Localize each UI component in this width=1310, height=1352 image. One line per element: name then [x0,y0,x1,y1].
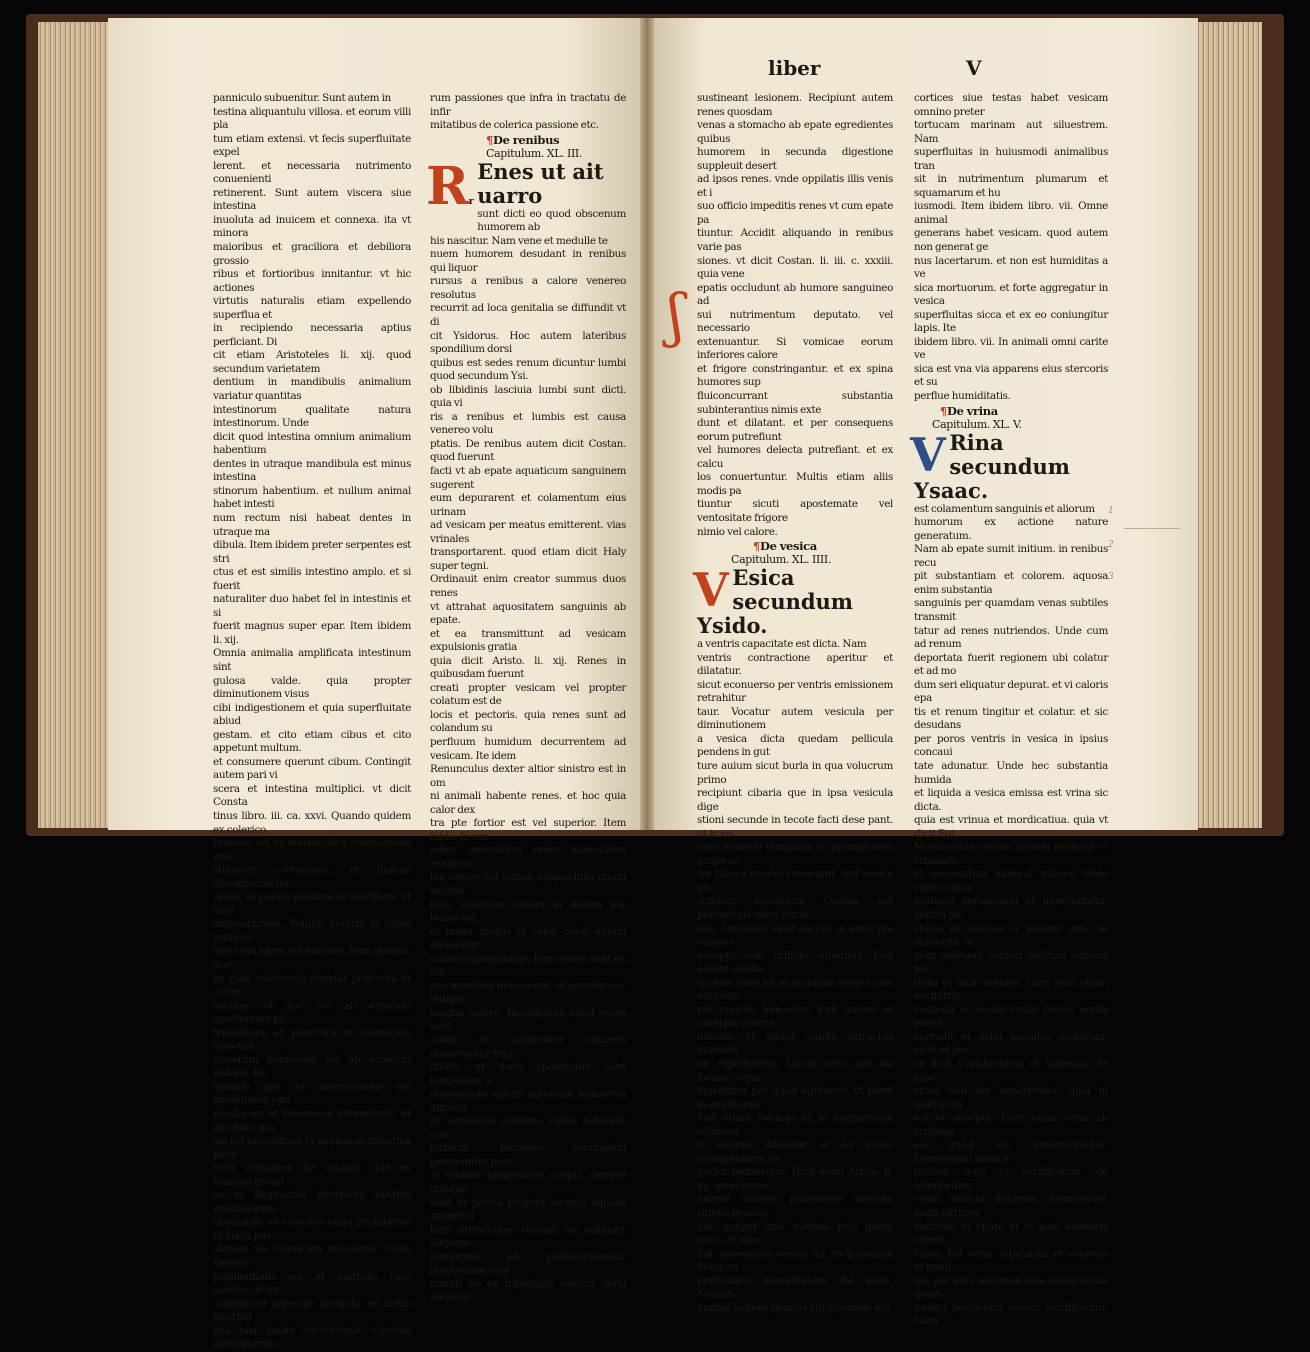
text-line: fuit necessaria vesica ad recipiendum huius su [697,1247,893,1274]
text-line: epatis occludunt ab humore sanguineo ad [697,281,893,308]
text-line: vt attrahat aquositatem sanguinis ab epate. [430,600,626,627]
text-line: Mordicatiua virtute vrinam desiccat vt vrinando [914,841,1108,867]
text-line: num rectum nisi habeat dentes in utraque ma [213,511,411,538]
text-line: et frigore constringantur. et ex spina humores sup [697,362,893,389]
text-line: ingreditur per quod egreditur. vt patet in anathomia [697,1085,893,1111]
text-line: tis et renum tingitur et colatur. et sic desudans [914,705,1108,732]
text-line: creati propter vesicam vel propter colatum est de [430,681,626,708]
text-line: sionem vel colericam inducente. Unde morbus [213,1243,411,1270]
text-line: perfluitatis humiditatem. Ite ibide. Nullum [697,1274,893,1301]
text-line: so et flegmatico inferiores meatus intestinorum [213,1189,411,1215]
text-line: nt. sanguinis colatum. virtus naturalis con [430,1115,626,1141]
text-line: excepto solo orificio superiori. Fuit autem substa [697,949,893,976]
heading-de-vesica [697,539,893,553]
text-line: nus lacertarum. et non est humiditas a ve [914,254,1108,281]
text-line: Ordinauit enim creator summus duos renes [430,573,626,599]
text-line: Nam ab epate sumit initium. in renibus recu [914,543,1108,569]
text-line: mitatibus de colerica passione etc. [430,119,599,132]
text-line: teriora. quia vt certificemur de interioribus [914,1166,1108,1192]
text-line: ad vesicam per meatus emitterent. vias vrinales [430,519,626,545]
paragraph-mark-icon: ¶ [486,132,493,147]
text-line: naturaliter duo habet fel in intestinis et si [213,593,411,619]
text-line: dentium in mandibulis animalium variatur quantitas [213,376,411,403]
text-line: gulosa valde. quia propter diminutionem visus [213,674,411,701]
text-line: quando que ex interclusione vel inuolutione pan [213,1080,411,1107]
text-line: sica mortuorum. et forte aggregatur in vesica [914,281,1108,308]
text-line: sicut econuerso per ventris emissionem retrahitur [697,678,893,705]
left-page-edges [38,22,110,828]
text-line: ctus et est similis intestino amplo. et si fuerit [213,566,411,592]
chapter-label: Capitulum. XL. III. [486,146,583,160]
initial-letter-v-blue: V [910,427,946,482]
text-line: ribus. Est vrina substantia et colorem et mani [914,1247,1108,1274]
text-line: sunt dicti eo quod obscenum humorem ab [477,207,626,234]
handwritten-annotation [1124,492,1180,529]
column-3-top-text [697,92,893,539]
text-line: ne expelleretur. Unum vero sub illa forame vrina [697,1058,893,1084]
paragraph-mark-icon: ¶ [940,403,947,418]
column-2 [426,92,626,1304]
text-line: scabiem serpiginem et impetiginem. contra pu [914,895,1108,921]
text-line: perflue humiditatis. [914,390,1011,403]
text-line: pestilentialis est et mortalis raro sanatur. et su [213,1270,411,1297]
text-line: ribus et fortioribus innitantur. vt hic actiones [213,268,411,294]
text-line: tatur ad renes nutriendos. Unde cum ad renum [914,624,1108,651]
chapter-incipit: Enes ut ait uarro [477,158,604,208]
text-line: et ea transmittunt ad vesicam expulsionis gratia [430,627,626,654]
column-4-body [914,503,1108,1329]
text-line: naturale in epate et in aliis membris inferio [914,1220,1108,1247]
column-3 [693,92,893,1314]
text-line: stulas et vesicas si patient inde se abluerint. in [914,922,1108,949]
text-line: ad ipsos renes. vnde oppilatis illis venis et i [697,173,893,199]
text-line: extenuantur. Si vomicae eorum inferiores calore [697,335,893,362]
text-line: et liquida a vesica emissa est vrina sic dicta. [914,787,1108,813]
heading-text: De vesica [759,539,817,554]
text-line: tiuntur sicuti apostemate vel ventositate frigore [697,498,893,524]
text-line: eo quod est demonstratiua. Demonstrat enim in [914,1139,1108,1165]
text-line: pte cunctis lederetur. Fuit autem et omni pte clausa [697,1003,893,1030]
text-line: me per eius secumen siue subsistentia quam [914,1274,1108,1301]
text-line: trida et loca saniosa. Cum felle etiam accipitris [914,976,1108,1003]
paragraph-mark-icon: ¶ [753,539,760,554]
text-line: mis membris interiorum. et propter hoc indiget [430,979,626,1006]
text-line: superfluitas sicca et ex eo coniungitur lapis. Ite [914,308,1108,335]
text-line: inuoluta ad inuicem et connexa. ita vt minora [213,213,411,240]
text-line: tra futura esuriei reseruant. sed vesica pro [697,868,893,894]
text-line: Omnia animalia amplificata intestinum sint [213,647,411,673]
text-line: ti sanguis dilatetur. et ad ipsius susceptionem ca [697,1139,893,1165]
right-page-edges [1196,22,1262,828]
text-line: recipiunt cibaria que in ipsa vesicula dige [697,787,893,813]
text-line: stinorum corrodente. et fluxum dissenteriae du [213,864,411,890]
heading-text: De vrina [946,403,998,418]
text-line: niculorum et neruorum extendente. et ille dolor gra [213,1108,411,1134]
text-line: potu splenem confert multum vulnera pu [914,949,1108,976]
text-line: cibi indigestionem et quia superfluitate abiud [213,701,411,728]
text-line: si rotundi pinguedine coopti. carnosi quoque [430,1169,626,1196]
text-line: locis et pectoris. quia renes sunt ad colandum su [430,708,626,735]
chapter-incipit: Rina secundum Ysaac. [914,429,1071,503]
text-line: generans habet vesicam. quod autem non generat ge [914,227,1108,254]
text-line: quia est vrinua et mordicatiua. quia vt dicit Egi. [914,814,1108,840]
text-line: sunt et porosi propter facilius aquose superflui [430,1196,626,1223]
text-line: vrina non est abhorrenda. quia in multis vtil [914,1085,1108,1111]
text-line: animal habens plumas aut squamas aut [697,1301,891,1314]
text-line: nimio vel calore. [697,525,778,538]
text-line: vrine iudicio ducimur. Demonstrat enim virtutes [914,1193,1108,1220]
text-line: facti vt ab epate aquaticum sanguinem sugerent [430,465,626,491]
text-line: obturante. et stercora extra prohibente et iliaca pas [213,1216,411,1242]
text-line: retinerent. Sunt autem viscera siue intestina [213,186,411,213]
text-line: fuerit magnus super epar. Item ibidem li. xij. [213,620,411,646]
margin-note-1: 1 [1108,506,1114,516]
text-line: ditate. et dorsi spondilium sunt tempatum. a [430,1061,626,1087]
text-line: superfluitas in huiusmodi animalibus tran [914,146,1108,172]
text-line: per poros ventris in vesica in ipsius concaui [914,732,1108,759]
text-line: tate adunatur. Unde hec substantia humida [914,759,1108,786]
text-line: collirata et oculis caute liniuis multa panni [914,1003,1108,1030]
chapter-label: Capitulum. XL. V. [932,417,1022,431]
text-line: a ventris capacitate est dicta. Nam [697,638,867,651]
text-line: columni pinguedine. Item renes sunt de vlti [430,952,626,979]
text-line: quia dicit Aristo. li. xij. Renes in quibusdam fuerunt [430,654,626,681]
book-gutter [640,18,654,830]
text-line: fluiconcurrant substantia subinterantius nimis exte [697,390,893,416]
text-line: corrodit et delet maculas oculorum. sicut et pse [914,1030,1108,1057]
text-line: cortices siue testas habet vesicam omnino preter [914,92,1108,118]
text-line: ens nisi celeri succurratur. Ceteras intestinorum [213,1324,411,1351]
text-line: humorum ex actione nature generatum. [914,516,1108,542]
text-line: ris a renibus et lumbis est causa venereo volu [430,410,626,437]
text-line: trari videantur. Ite quando que ex humore grossi [213,1162,411,1188]
text-line: uis est interantum vt aliquando intestina pene [213,1135,411,1161]
text-line: lera cum nigra est mortale. Item quando que [213,945,411,971]
column-4-top-text [914,92,1108,404]
text-line: tia eius dura ne ac acumine vrine cuius est recte [697,976,893,1003]
heading-text: De renibus [492,132,560,147]
margin-note-3: 3 [1108,572,1114,582]
text-line: sui nutrimentum deputato. vel necessario [697,308,893,335]
text-line: sumitur secundum Costan. est panniculus duris rotun [697,895,893,921]
text-line: nuem humorem desudant in renibus qui liquor [430,248,626,274]
text-line: dus. concauus sicut saccus in omni pte clausus [697,922,893,949]
text-line: cit Ysidorus. Hoc autem lateribus spondilium dorsi [430,329,626,356]
text-line: ob libidinis lasciuia lumbi sunt dicti. quia vi [430,383,626,410]
text-line: sustineant lesionem. Recipiunt autem renes quosdam [697,92,893,118]
text-line: nibus animalibus renes habentibus renuncu [430,844,626,870]
text-line: scera et intestina multiplici. vt dicit Consta [213,782,411,809]
initial-letter-r: Rr [426,155,474,217]
text-line: et desiccatiua haberat natura. vnde valet contra [914,868,1108,894]
text-line: taur. Vocatur autem vesicula per diminutionem [697,705,893,732]
text-line: eum depurarent et colamentum eius urinam [430,492,626,518]
text-line: testina aliquantulu villosa. et eorum villi pla [213,105,411,132]
text-line: humorem in secunda digestione suppleuit desert [697,146,893,172]
text-line: virtutis naturalis etiam expellendo superflua et [213,295,411,321]
initial-letter-v: V [693,563,729,618]
text-line: ture auium sicut burla in qua volucrum primo [697,759,893,786]
text-line: ex ipsis visceribus interior punctura et vulne [213,972,411,999]
text-line: inferius vt liquor subito attractus inuoluta [697,1030,893,1057]
text-line: dentes in utraque mandibula est minus intestina [213,457,411,484]
column-4 [910,92,1108,1328]
text-line: ptatis. De renibus autem dicit Costan. quod fuerunt [430,437,626,464]
text-line: ratione. et hoc vel ab exteriori apostemate pu [213,999,411,1026]
text-line: pit substantiam et colorem. aquosa enim substantia [914,570,1108,596]
text-line: recurrit ad loca genitalia se diffundit vt di [430,302,626,329]
column-3-body [697,638,893,1315]
text-line: dum seri eliquatur depurat. et vi caloris epa [914,678,1108,705]
heading-de-vrina [914,404,1108,418]
text-line: tum etiam extensi. vt fecis superfluitate expel [213,132,411,159]
text-line: dicit quod intestina omnium animalium habentium [213,430,411,457]
text-line: medici postasium vocant certificamur. Nam [914,1301,1108,1328]
text-line: talis. quoniam natura in dextra pte leuior est [430,898,626,925]
text-line: deportata fuerit regionem ubi colatur et ad mo [914,651,1108,678]
text-line: amphorismus. Solutio ventris in cuius initio co [213,918,411,944]
text-line: Fuit etiam rotunda vt in augmentum colamen [697,1112,893,1138]
text-line: siones. vt dicit Costan. li. iii. c. xxxiii. quia vene [697,254,893,281]
text-line: sit in nutrimentum plumarum et squamarum et hu [914,173,1108,199]
text-line: transportarent. quod etiam dicit Haly super tegni. [430,546,626,572]
text-line: iusmodi. Item ibidem libro. vii. Omne animal [914,200,1108,226]
text-line: tinus libro. iii. ca. xxvi. Quando quidem ex colerico [213,809,411,836]
text-line: maioribus et graciliora et debiliora grossio [213,241,411,267]
red-flourish-icon: ʃ [668,281,684,349]
text-line: his nascitur. Nam vene et medulle te [430,234,608,247]
column-1 [213,92,411,1351]
running-head-book-number: V [966,56,982,80]
text-line: venas a stomacho ab epate egredientes quibus [697,119,893,145]
text-line: gestam. et cito etiam cibus et cito appetunt multum. [213,728,411,755]
text-line: humore vel ex melancolico substantiam inte [213,837,411,863]
text-line: et maior motus et calor. calor autem dissolutur [430,925,626,952]
text-line: est et accepta. Dicit enim vrina ab vtrisque [914,1112,1108,1138]
column-2-body [430,208,626,1305]
text-line: et consumere querunt cibum. Contingit autem pari vi [213,755,411,782]
text-line: rursus a renibus a calore venereo resolutus [430,275,626,301]
text-line: panniculo subuenitur. Sunt autem in [213,92,391,104]
text-line: tortucam marinam aut siluestrem. Nam [914,119,1108,145]
text-line: scipiens et sepe die secundo vel tertio interfici [213,1297,411,1324]
text-line: ni animali habente renes. et hoc quia calor dex [430,790,626,816]
margin-note-2: 2 [1108,540,1114,550]
text-line: tatis attractione. rotundi ne colligant aliquam [430,1223,626,1250]
text-line: stioni secunde in tecote facti dese pant. et in eo [697,814,893,840]
text-line: perfluum humidum decurrentem ad vesicam. Ite idem [430,735,626,762]
text-line: dibula. Item ibidem preter serpentes est stri [213,539,411,565]
text-line: calidi et naturaliter calorem conseruatur frigi [430,1034,626,1060]
chapter-label: Capitulum. XL. IIII. [731,553,832,567]
text-line: ibidem libro. vii. In animali omni carite ve [914,335,1108,362]
text-line: dunt et dilatant. et per consequens eorum putrefiunt [697,417,893,443]
text-line: lus dexter est minus pinguedinis quam sinister [430,871,626,897]
text-line: se dicit Constantinus et Galienus. Et ideo [914,1058,1108,1084]
text-line: los conuertuntur. Multis etiam aliis modis pa [697,471,893,497]
text-line: concauitate epatis aquosum humorem attrahu [430,1088,626,1114]
text-line: cit etiam Aristoteles li. xij. quod secundum varietatem [213,349,411,375]
text-line: sanguinis per quamdam venas subtiles transmit [914,597,1108,623]
text-line: viscerum inducente vel ab exteriori lesione. Ite [213,1053,411,1080]
text-line: rum passiones que infra in tractatu de infir [430,92,626,118]
text-line: vel humores delecta putrefiant. et ex calcu [697,444,893,470]
text-line: ventris contractione aperitur et dilatatur. [697,651,893,678]
text-line: pacior redderetur. Dicit enim Aristo. li. xij. quod omne [697,1166,893,1192]
text-line: magno calore. Recolligitur quod renes sunt [430,1006,626,1033]
text-line: stinorum habentium. et nullum animal habet intesti [213,484,411,511]
text-line: tiuntur. Accidit aliquando in renibus varie pas [697,227,893,254]
text-line: cente. et passio pessima et mortifera. vt dicit [213,891,411,917]
text-line: trefactione et punctura in panniculis ipsorum [213,1026,411,1053]
text-line: sica est vna via apparens eius stercoris et su [914,362,1108,389]
text-line: Renunculus dexter altior sinistro est in om [430,763,626,789]
text-line: lerent. et necessaria nutrimento conuenienti [213,159,411,186]
text-line: hoc indiget cibo humido plus quam sicco. et ideo [697,1220,893,1247]
text-line: humorem ad putrefactionem. pinguedine sunt [430,1250,626,1277]
text-line: dem folliculo tamquam in promptuario prope co [697,841,893,867]
running-head-liber: liber [768,56,821,80]
text-line: a vesica dicta quedam pellicula pendens in gut [697,732,893,759]
text-line: suo officio impeditis renes vt cum epate pa [697,200,893,226]
column-2-top-text [430,92,626,133]
text-line: muniti ne ex frigiditate ossium dorsi aliquam [430,1277,626,1304]
text-line: intestinorum qualitate natura intestinorum. Unde [213,403,411,430]
text-line: animal habens pulmonem multum sitiens propter [697,1193,893,1220]
text-line: quibus est sedes renum dicuntur lumbi quod secundum Ysi. [430,356,626,383]
text-line: in recipiendo necessaria aptius perficiant. Di [213,322,411,348]
text-line: est colamentum sanguinis et aliorum [914,502,1095,515]
text-line: tra pte fortior est vel superior. Item ibide. In om [430,817,626,843]
heading-de-renibus [430,133,626,147]
chapter-incipit: Esica secundum Ysido. [697,565,854,639]
text-line: fortatur. humores seminalem generantur. poro [430,1142,626,1168]
